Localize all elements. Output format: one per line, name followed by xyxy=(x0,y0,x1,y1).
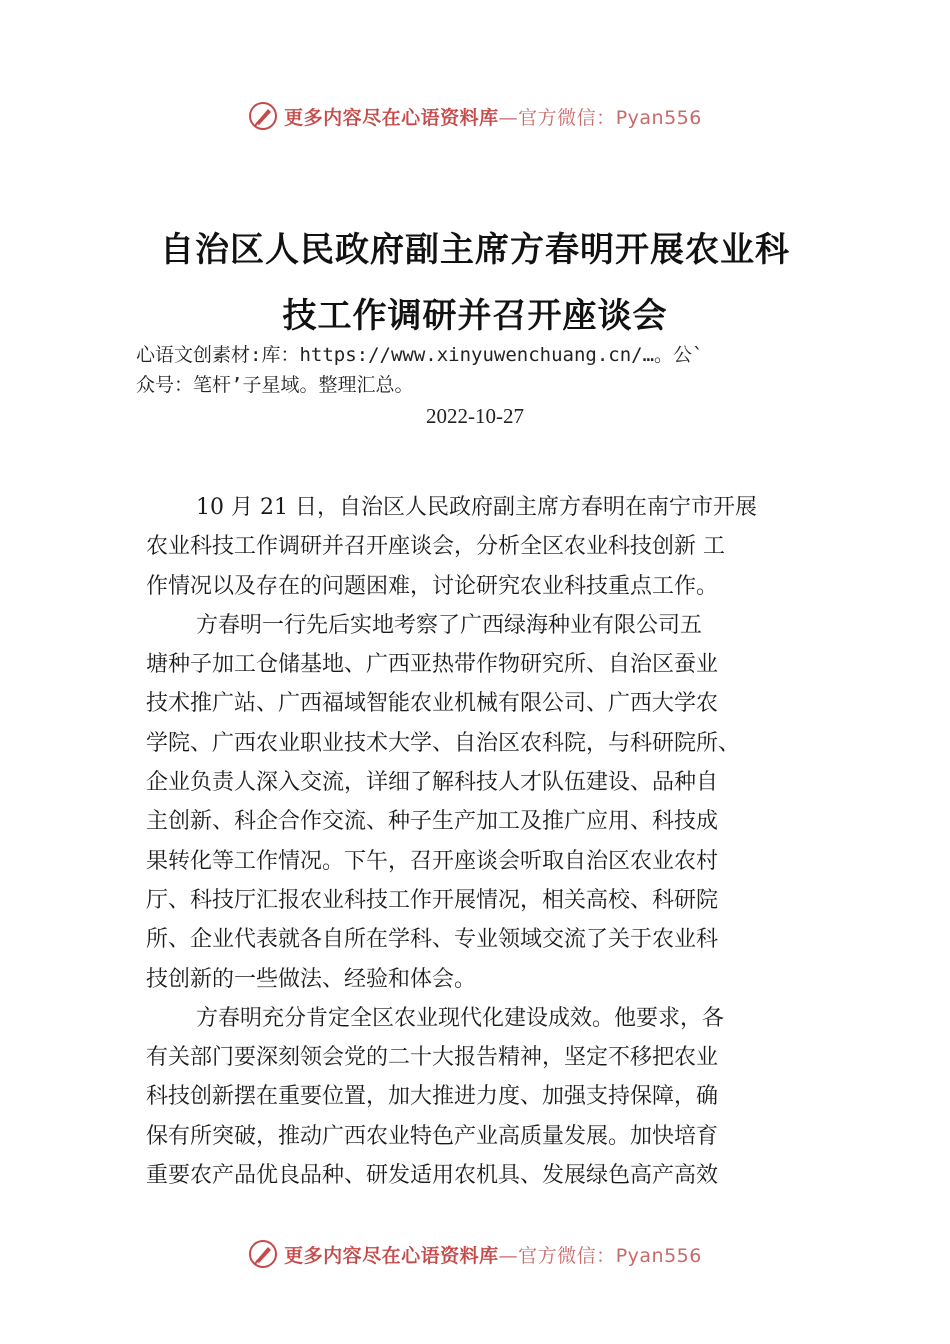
banner-wechat-id: Pyan556 xyxy=(615,106,702,129)
paragraph-line: 企业负责人深入交流，详细了解科技人才队伍建设、品种自 xyxy=(146,770,719,796)
paragraph-line: 作情况以及存在的问题困难，讨论研究农业科技重点工作。 xyxy=(146,573,719,599)
header-watermark-banner xyxy=(0,96,950,136)
source-note-line-1: 心语文创素材:库：https://www.xinyuwenchuang.cn/…。公` xyxy=(136,344,704,366)
banner-separator-text: —官方微信： xyxy=(498,106,616,129)
paragraph-line: 塘种子加工仓储基地、广西亚热带作物研究所、自治区蚕业 xyxy=(146,652,719,678)
paragraph-line: 有关部门要深刻领会党的二十大报告精神，坚定不移把农业 xyxy=(146,1045,719,1071)
publish-date: 2022-10-27 xyxy=(426,404,524,428)
footer-watermark-banner xyxy=(0,1234,950,1274)
paragraph-line: 技术推广站、广西福域智能农业机械有限公司、广西大学农 xyxy=(146,691,719,717)
paragraph-line: 所、企业代表就各自所在学科、专业领域交流了关于农业科 xyxy=(146,927,719,953)
paragraph-line: 方春明一行先后实地考察了广西绿海种业有限公司五 xyxy=(196,612,703,638)
paragraph-3 xyxy=(146,999,836,1195)
banner-main-text: 更多内容尽在心语资料库 xyxy=(284,1244,499,1267)
paragraph-line: 农业科技工作调研并召开座谈会，分析全区农业科技创新 工 xyxy=(146,534,725,560)
banner-main-text: 更多内容尽在心语资料库 xyxy=(284,106,499,129)
banner-wechat-id: Pyan556 xyxy=(615,1244,702,1267)
document-title-line-1: 自治区人民政府副主席方春明开展农业科 xyxy=(160,230,790,270)
source-note xyxy=(136,340,826,400)
quill-logo-icon xyxy=(248,1239,278,1269)
document-title-line-2: 技工作调研并召开座谈会 xyxy=(282,296,668,336)
source-note-line-2: 众号：笔杆’子星域。整理汇总。 xyxy=(136,374,414,396)
paragraph-line: 厅、科技厅汇报农业科技工作开展情况，相关高校、科研院 xyxy=(146,887,719,913)
banner-text xyxy=(284,103,702,130)
paragraph-line: 技创新的一些做法、经验和体会。 xyxy=(146,966,477,992)
paragraph-line: 果转化等工作情况。下午，召开座谈会听取自治区农业农村 xyxy=(146,848,719,874)
paragraph-line: 主创新、科企合作交流、种子生产加工及推广应用、科技成 xyxy=(146,809,719,835)
banner-text xyxy=(284,1241,702,1268)
paragraph-line: 科技创新摆在重要位置，加大推进力度、加强支持保障，确 xyxy=(146,1084,719,1110)
banner-separator-text: —官方微信： xyxy=(498,1244,616,1267)
paragraph-line: 重要农产品优良品种、研发适用农机具、发展绿色高产高效 xyxy=(146,1163,719,1189)
paragraph-line: 10 月 21 日，自治区人民政府副主席方春明在南宁市开展 xyxy=(196,495,757,520)
paragraph-line: 保有所突破，推动广西农业特色产业高质量发展。加快培育 xyxy=(146,1123,719,1149)
paragraph-1 xyxy=(146,488,836,606)
article-body xyxy=(146,488,836,1195)
paragraph-2 xyxy=(146,606,836,999)
paragraph-line: 方春明充分肯定全区农业现代化建设成效。他要求，各 xyxy=(196,1005,725,1031)
quill-logo-icon xyxy=(248,101,278,131)
paragraph-line: 学院、广西农业职业技术大学、自治区农科院，与科研院所、 xyxy=(146,730,741,756)
